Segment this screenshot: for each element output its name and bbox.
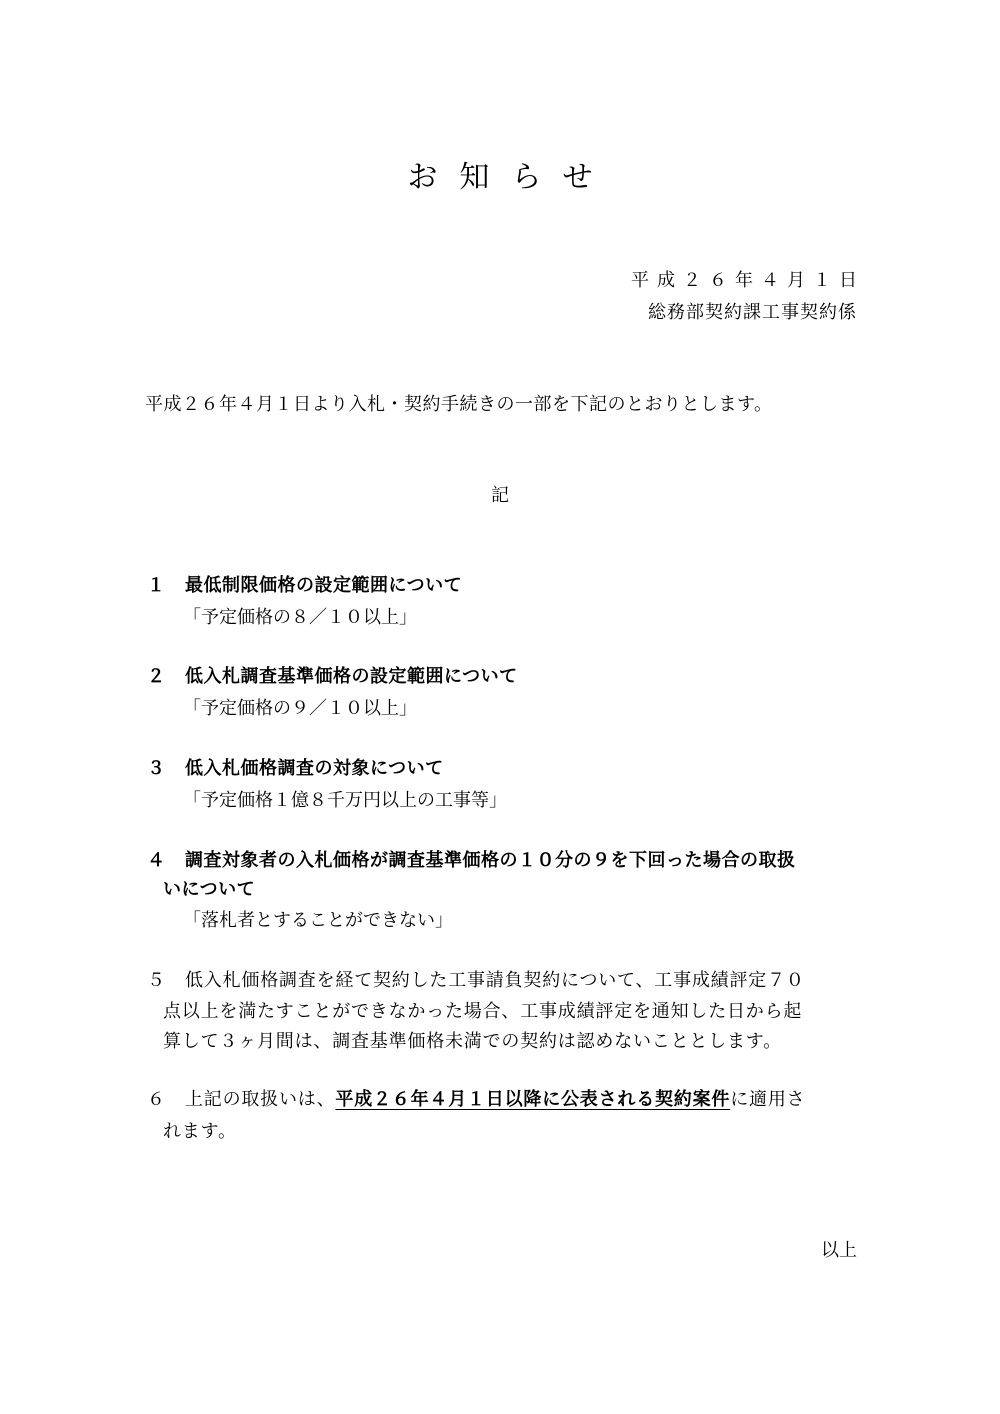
item-4-detail: 「落札者とすることができない」 — [183, 910, 453, 931]
item-1-number: １ — [147, 575, 166, 596]
item-5-text-line2: 点以上を満たすことができなかった場合、工事成績評定を通知した日から起 — [163, 1001, 803, 1022]
ki-heading: 記 — [491, 485, 509, 506]
page-title: お知らせ — [407, 160, 615, 195]
item-5-line1 — [147, 966, 805, 992]
item-5-text-line1: 低入札価格調査を経て契約した工事請負契約について、工事成績評定７０ — [185, 970, 805, 991]
item-5-text-line3: 算して３ヶ月間は、調査基準価格未満での契約は認めないこととします。 — [163, 1031, 782, 1052]
item-6-suffix: に適用さ — [730, 1089, 806, 1110]
item-4-number: ４ — [147, 850, 166, 871]
item-6-text-line2: れます。 — [163, 1121, 237, 1142]
item-3-heading — [147, 754, 444, 780]
intro-text: 平成２６年４月１日より入札・契約手続きの一部を下記のとおりとします。 — [145, 394, 773, 415]
item-1-heading — [147, 571, 462, 597]
item-1-heading-text: 最低制限価格の設定範囲について — [185, 575, 463, 596]
closing-text: 以上 — [821, 1240, 857, 1261]
issue-date: 平成２６年４月１日 — [631, 270, 865, 291]
item-5-number: ５ — [147, 970, 166, 991]
item-3-number: ３ — [147, 758, 166, 779]
item-4-heading-text-line2: いについて — [163, 879, 256, 900]
item-1-detail: 「予定価格の８／１０以上」 — [183, 607, 417, 628]
issuing-department: 総務部契約課工事契約係 — [648, 302, 857, 323]
item-6-line1 — [147, 1085, 805, 1111]
item-4-heading — [147, 846, 796, 872]
item-2-detail: 「予定価格の９／１０以上」 — [183, 698, 417, 719]
item-3-detail: 「予定価格１億８千万円以上の工事等」 — [183, 790, 507, 811]
item-2-heading — [147, 662, 518, 688]
item-3-heading-text: 低入札価格調査の対象について — [185, 758, 444, 779]
item-2-number: ２ — [147, 666, 166, 687]
item-6-prefix: 上記の取扱いは、 — [185, 1089, 336, 1110]
item-6-emphasis: 平成２６年４月１日以降に公表される契約案件 — [335, 1089, 731, 1110]
item-2-heading-text: 低入札調査基準価格の設定範囲について — [185, 666, 518, 687]
item-6-number: ６ — [147, 1089, 166, 1110]
item-4-heading-text-line1: 調査対象者の入札価格が調査基準価格の１０分の９を下回った場合の取扱 — [185, 850, 796, 871]
